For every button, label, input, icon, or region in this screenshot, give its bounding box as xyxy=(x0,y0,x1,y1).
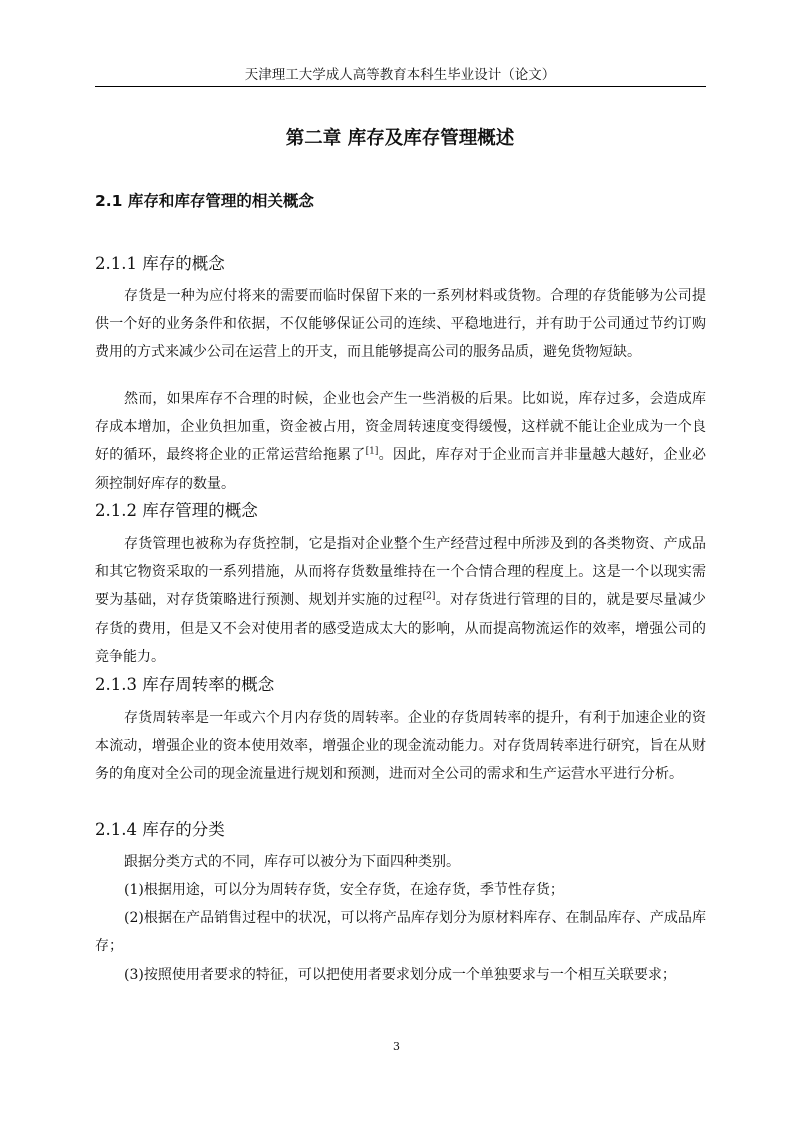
list-item-classification-1: (1)根据用途，可以分为周转存货，安全存货，在途存货，季节性存货； xyxy=(124,882,564,898)
paragraph-inventory-concept-1: 存货是一种为应付将来的需要而临时保留下来的一系列材料或货物。合理的存货能够为公司提供一个好的业务条件和依据，不仅能够保证公司的连续、平稳地进行，并有助于公司通过节约订购费用的方式来减少公司在运营上的开支，而且能够提高公司的服务品质，避免货物短缺。 xyxy=(95,288,706,361)
paragraph-text: 。对存货进行管理的目的，就是要尽量减少存货的费用，但是又不会对使用者的感受造成太大的影响，从而提高物流运作的效率，增强公司的竞争能力。 xyxy=(95,592,707,665)
header-rule xyxy=(95,86,706,87)
paragraph-inventory-concept-2 xyxy=(95,385,706,498)
running-header: 天津理工大学成人高等教育本科生毕业设计（论文） xyxy=(244,67,556,83)
subsection-title-2-1-2: 2.1.2 库存管理的概念 xyxy=(95,501,258,520)
list-item-classification-2: (2)根据在产品销售过程中的状况，可以将产品库存划分为原材料库存、在制品库存、产成品库存； xyxy=(95,910,706,955)
section-title: 2.1 库存和库存管理的相关概念 xyxy=(95,192,314,210)
citation-ref-2: [2] xyxy=(422,591,436,602)
paragraph-inventory-management xyxy=(95,530,706,671)
paragraph-classification-intro: 跟据分类方式的不同，库存可以被分为下面四种类别。 xyxy=(124,854,460,870)
paragraph-text: 。因此，库存对于企业而言并非量越大越好，企业必须控制好库存的数量。 xyxy=(95,447,707,492)
subsection-title-2-1-4: 2.1.4 库存的分类 xyxy=(95,820,225,839)
chapter-title: 第二章 库存及库存管理概述 xyxy=(285,128,515,149)
subsection-title-2-1-1: 2.1.1 库存的概念 xyxy=(95,254,225,273)
subsection-title-2-1-3: 2.1.3 库存周转率的概念 xyxy=(95,675,275,694)
citation-ref-1: [1] xyxy=(365,446,379,457)
paragraph-text: 存货管理也被称为存货控制，它是指对企业整个生产经营过程中所涉及到的各类物资、产成品和其它物资采取的一系列措施，从而将存货数量维持在一个合情合理的程度上。这是一个以现实需要为基础，对存货策略进行预测、规划并实施的过程 xyxy=(95,536,706,609)
paragraph-text: 然而，如果库存不合理的时候，企业也会产生一些消极的后果。比如说，库存过多，会造成库存成本增加，企业负担加重，资金被占用，资金周转速度变得缓慢，这样就不能让企业成为一个良好的循环，最终将企业的正常运营给拖累了 xyxy=(95,391,706,464)
list-item-classification-3: (3)按照使用者要求的特征，可以把使用者要求划分成一个单独要求与一个相互关联要求； xyxy=(124,967,676,983)
paragraph-turnover-rate: 存货周转率是一年或六个月内存货的周转率。企业的存货周转率的提升，有利于加速企业的资本流动，增强企业的资本使用效率，增强企业的现金流动能力。对存货周转率进行研究，旨在从财务的角度对全公司的现金流量进行规划和预测，进而对全公司的需求和生产运营水平进行分析。 xyxy=(95,710,706,783)
page-number: 3 xyxy=(393,1040,400,1053)
